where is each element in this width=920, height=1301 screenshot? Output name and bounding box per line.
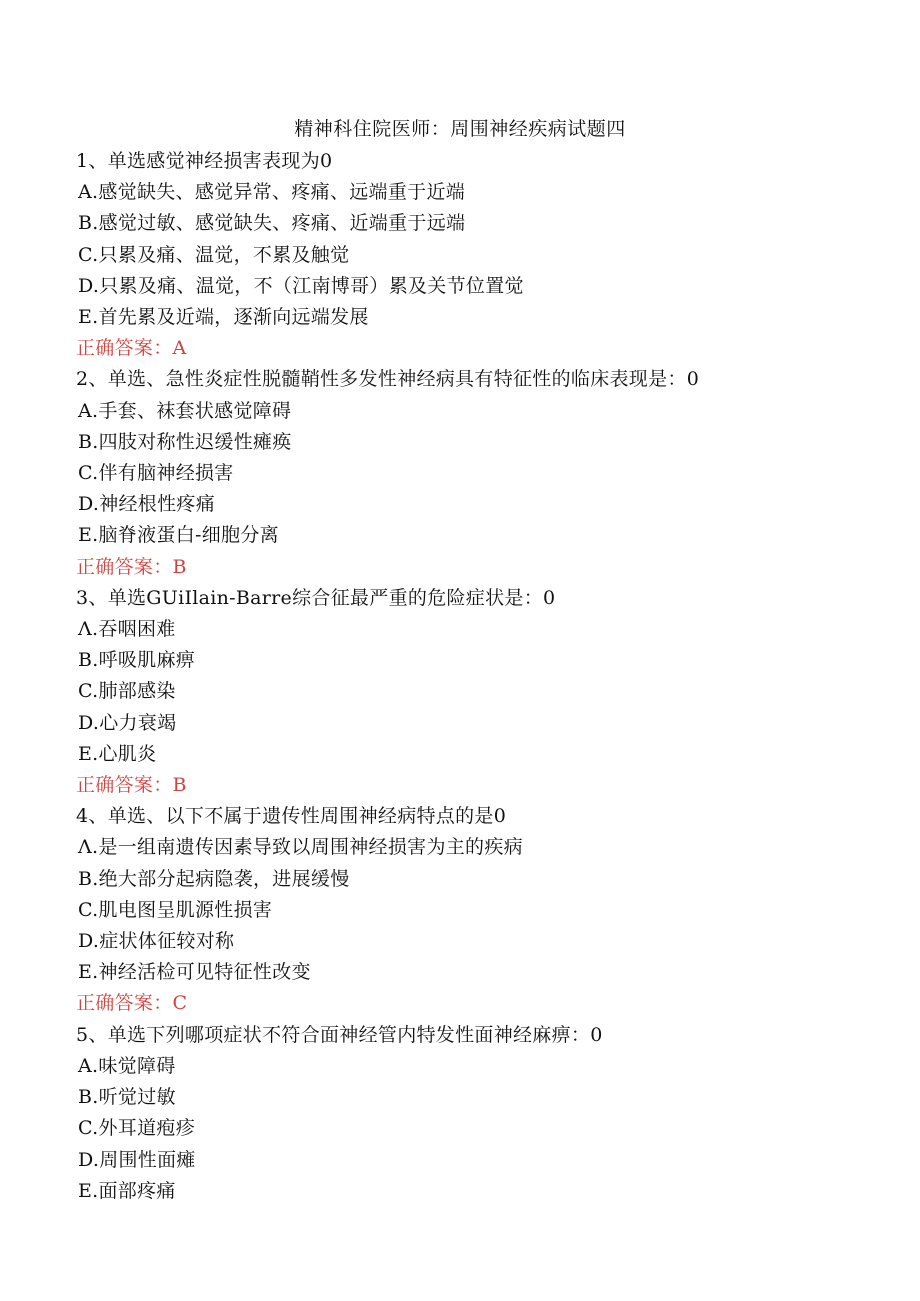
- option-c: C.只累及痛、温觉，不累及触觉: [78, 243, 350, 266]
- option-b: B.四肢对称性迟缓性瘫痪: [78, 430, 292, 453]
- question-stem: 3、单选GUiIlain-Barre综合征最严重的危险症状是：0: [76, 586, 556, 609]
- question-stem: 2、单选、急性炎症性脱髓鞘性多发性神经病具有特征性的临床表现是：0: [76, 368, 700, 391]
- correct-answer: 正确答案：C: [76, 992, 188, 1015]
- option-e: E.脑脊液蛋白-细胞分离: [78, 524, 279, 547]
- option-d: D.神经根性疼痛: [78, 493, 215, 516]
- option-e: E.首先累及近端，逐渐向远端发展: [78, 306, 369, 329]
- question-stem: 4、单选、以下不属于遗传性周围神经病特点的是0: [76, 805, 507, 828]
- option-c: C.肺部感染: [78, 680, 176, 703]
- option-d: D.周围性面瘫: [78, 1148, 196, 1171]
- option-e: E.神经活检可见特征性改变: [78, 961, 311, 984]
- option-a: A.感觉缺失、感觉异常、疼痛、远端重于近端: [78, 181, 466, 204]
- option-b: B.绝大部分起病隐袭，进展缓慢: [78, 867, 350, 890]
- option-a: Λ.吞咽困难: [78, 618, 176, 641]
- option-c: C.肌电图呈肌源性损害: [78, 898, 273, 921]
- option-a: A.味觉障碍: [78, 1054, 176, 1077]
- option-a: Λ.是一组南遗传因素导致以周围神经损害为主的疾病: [78, 836, 523, 859]
- correct-answer: 正确答案：B: [76, 774, 187, 797]
- question-stem: 5、单选下列哪项症状不符合面神经管内特发性面神经麻痹：0: [76, 1023, 603, 1046]
- option-d: D.症状体征较对称: [78, 930, 235, 953]
- option-b: B.感觉过敏、感觉缺失、疼痛、近端重于远端: [78, 212, 466, 235]
- option-d: D.心力衰竭: [78, 711, 177, 734]
- correct-answer: 正确答案：A: [76, 337, 187, 360]
- option-e: E.心肌炎: [78, 742, 157, 765]
- question-stem: 1、单选感觉神经损害表现为0: [76, 150, 333, 172]
- option-d: D.只累及痛、温觉，不（江南博哥）累及关节位置觉: [78, 274, 524, 297]
- option-b: B.呼吸肌麻痹: [78, 649, 196, 672]
- document-title: 精神科住院医师：周围神经疾病试题四: [294, 118, 626, 140]
- option-a: A.手套、袜套状感觉障碍: [78, 399, 292, 422]
- option-b: B.听觉过敏: [78, 1086, 176, 1109]
- option-e: E.面部疼痛: [78, 1179, 176, 1202]
- option-c: C.伴有脑神经损害: [78, 462, 234, 485]
- correct-answer: 正确答案：B: [76, 555, 187, 578]
- question-list: [76, 146, 856, 1207]
- option-c: C.外耳道疱疹: [78, 1117, 196, 1140]
